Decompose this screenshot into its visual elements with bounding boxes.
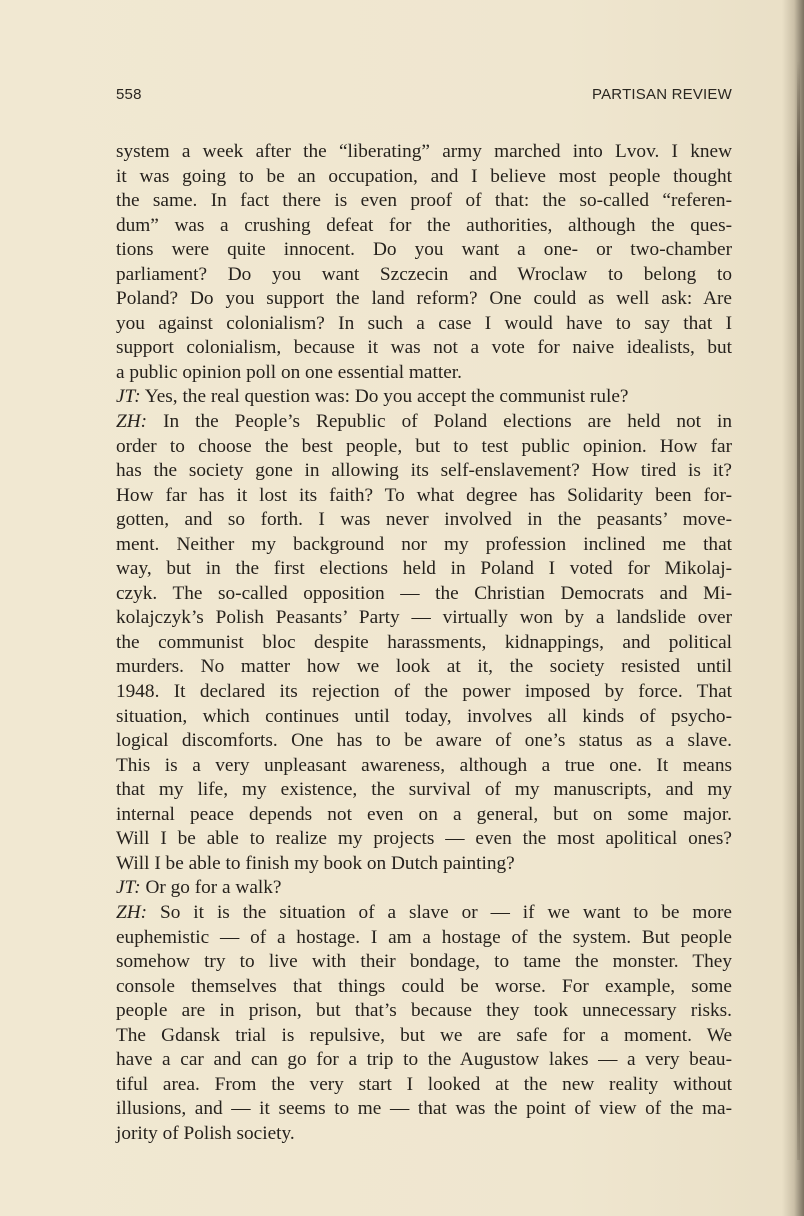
text-line [116, 975, 732, 1000]
text-line [116, 926, 732, 951]
line-text: In the People’s Republic of Poland elections are held not in [147, 411, 732, 433]
line-text: jority of Polish society. [116, 1122, 295, 1144]
line-text: gotten, and so forth. I was never involved in the peasants’ move- [116, 509, 732, 531]
line-text: console themselves that things could be worse. For example, some [116, 975, 732, 997]
text-line [116, 287, 732, 312]
text-line [116, 435, 732, 460]
line-text: ment. Neither my background nor my profession inclined me that [116, 533, 732, 555]
text-line [116, 729, 732, 754]
text-line [116, 901, 732, 926]
page-number: 558 [116, 86, 142, 103]
text-line [116, 803, 732, 828]
text-line [116, 385, 732, 410]
text-line [116, 312, 732, 337]
text-line [116, 876, 732, 901]
line-text: that my life, my existence, the survival of my manuscripts, and my [116, 779, 732, 801]
line-text: support colonialism, because it was not a vote for naive idealists, but [116, 337, 732, 359]
text-line [116, 1097, 732, 1122]
text-line [116, 459, 732, 484]
text-line [116, 631, 732, 656]
text-line [116, 754, 732, 779]
line-text: tions were quite innocent. Do you want a one- or two-chamber [116, 239, 732, 261]
line-text: a public opinion poll on one essential matter. [116, 361, 462, 383]
line-text: Yes, the real question was: Do you accept the communist rule? [140, 386, 629, 408]
text-line [116, 336, 732, 361]
text-line [116, 680, 732, 705]
line-text: internal peace depends not even on a general, but on some major. [116, 803, 732, 825]
text-line [116, 165, 732, 190]
line-text: way, but in the first elections held in Poland I voted for Mikolaj- [116, 558, 732, 580]
line-text: somehow try to live with their bondage, to tame the monster. They [116, 951, 732, 973]
text-line [116, 508, 732, 533]
text-line [116, 533, 732, 558]
book-spine-shadow [782, 0, 804, 1216]
line-text: have a car and can go for a trip to the Augustow lakes — a very beau- [116, 1049, 732, 1071]
text-line [116, 140, 732, 165]
text-line [116, 606, 732, 631]
page-header [116, 86, 732, 106]
line-text: Poland? Do you support the land reform? One could as well ask: Are [116, 288, 732, 310]
line-text: czyk. The so-called opposition — the Christian Democrats and Mi- [116, 582, 732, 604]
text-line [116, 852, 732, 877]
line-text: 1948. It declared its rejection of the power imposed by force. That [116, 681, 732, 703]
line-text: This is a very unpleasant awareness, although a true one. It means [116, 754, 732, 776]
line-text: How far has it lost its faith? To what degree has Solidarity been for- [116, 484, 732, 506]
text-line [116, 238, 732, 263]
text-line [116, 778, 732, 803]
line-text: the communist bloc despite harassments, kidnappings, and political [116, 631, 732, 653]
line-text: So it is the situation of a slave or — if we want to be more [147, 901, 732, 923]
text-line [116, 999, 732, 1024]
line-text: parliament? Do you want Szczecin and Wroclaw to belong to [116, 263, 732, 285]
line-text: you against colonialism? In such a case I would have to say that I [116, 312, 732, 334]
text-line [116, 1122, 732, 1147]
text-line [116, 1048, 732, 1073]
speaker-label: JT: [116, 877, 141, 899]
text-line [116, 263, 732, 288]
line-text: it was going to be an occupation, and I believe most people thought [116, 165, 732, 187]
text-line [116, 1073, 732, 1098]
line-text: people are in prison, but that’s because they took unnecessary risks. [116, 1000, 732, 1022]
text-line [116, 655, 732, 680]
text-line [116, 1024, 732, 1049]
text-line [116, 484, 732, 509]
line-text: dum” was a crushing defeat for the authorities, although the ques- [116, 214, 732, 236]
line-text: kolajczyk’s Polish Peasants’ Party — virtually won by a landslide over [116, 607, 732, 629]
text-line [116, 705, 732, 730]
body-text [116, 140, 732, 1146]
text-line [116, 827, 732, 852]
line-text: order to choose the best people, but to test public opinion. How far [116, 435, 732, 457]
text-line [116, 361, 732, 386]
text-line [116, 557, 732, 582]
text-line [116, 214, 732, 239]
line-text: illusions, and — it seems to me — that was the point of view of the ma- [116, 1098, 732, 1120]
speaker-label: ZH: [116, 411, 148, 433]
text-line [116, 582, 732, 607]
text-line [116, 189, 732, 214]
line-text: murders. No matter how we look at it, the society resisted until [116, 656, 732, 678]
speaker-label: JT: [116, 386, 141, 408]
text-line [116, 410, 732, 435]
line-text: euphemistic — of a hostage. I am a hostage of the system. But people [116, 926, 732, 948]
line-text: has the society gone in allowing its self-enslavement? How tired is it? [116, 460, 732, 482]
running-head: PARTISAN REVIEW [592, 86, 732, 103]
line-text: the same. In fact there is even proof of that: the so-called “referen- [116, 190, 732, 212]
speaker-label: ZH: [116, 901, 148, 923]
line-text: logical discomforts. One has to be aware of one’s status as a slave. [116, 730, 732, 752]
page-edge [797, 60, 800, 1160]
line-text: The Gdansk trial is repulsive, but we are safe for a moment. We [116, 1024, 732, 1046]
line-text: situation, which continues until today, involves all kinds of psycho- [116, 705, 732, 727]
text-line [116, 950, 732, 975]
line-text: tiful area. From the very start I looked at the new reality without [116, 1073, 732, 1095]
line-text: Will I be able to finish my book on Dutch painting? [116, 852, 515, 874]
line-text: system a week after the “liberating” army marched into Lvov. I knew [116, 141, 732, 162]
line-text: Will I be able to realize my projects — even the most apolitical ones? [116, 828, 732, 850]
line-text: Or go for a walk? [140, 877, 282, 899]
